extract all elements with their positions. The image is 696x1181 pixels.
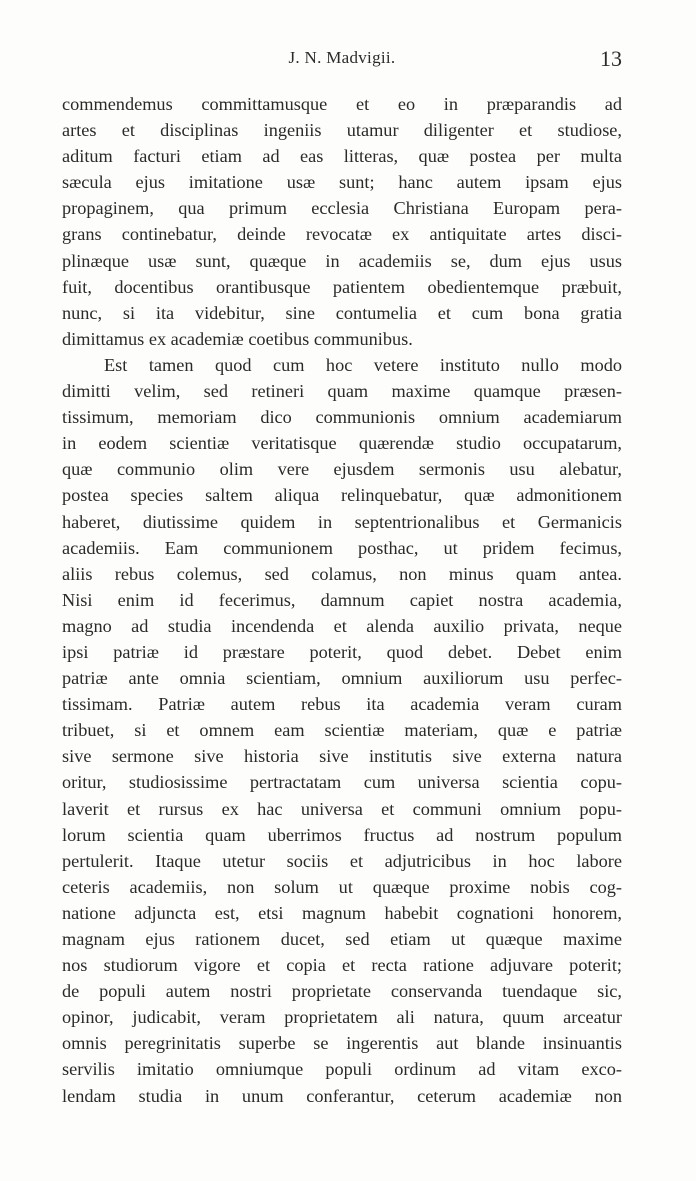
text-line: magnam ejus rationem ducet, sed etiam ut quæque maxime bbox=[62, 929, 622, 949]
text-line: nunc, si ita videbitur, sine contumelia et cum bona gratia bbox=[62, 302, 622, 323]
text-line: pertulerit. Itaque utetur sociis et adjutricibus in hoc labore bbox=[62, 850, 622, 871]
text-line: dimitti velim, sed retineri quam maxime quamque præsen- bbox=[62, 381, 622, 402]
text-line: tissimum, memoriam dico communionis omnium academiarum bbox=[62, 407, 622, 428]
text-line: quæ communio olim vere ejusdem sermonis usu alebatur, bbox=[62, 459, 622, 480]
text-line: aditum facturi etiam ad eas litteras, quæ postea per multa bbox=[62, 146, 622, 167]
text-line: in eodem scientiæ veritatisque quærendæ studio occupatarum, bbox=[62, 433, 622, 454]
text-line: Nisi enim id fecerimus, damnum capiet nostra academia, bbox=[62, 589, 622, 610]
text-line: sive sermone sive historia sive institutis sive externa natura bbox=[62, 746, 622, 767]
text-line: servilis imitatio omniumque populi ordinum ad vitam exco- bbox=[62, 1059, 622, 1080]
running-head bbox=[62, 48, 622, 76]
body-text bbox=[62, 91, 622, 1109]
text-line: lendam studia in unum conferantur, ceterum academiæ non bbox=[62, 1085, 622, 1106]
text-line: artes et disciplinas ingeniis utamur diligenter et studiose, bbox=[62, 120, 622, 141]
text-line: laverit et rursus ex hac universa et communi omnium popu- bbox=[62, 798, 622, 819]
text-line: commendemus committamusque et eo in præparandis ad bbox=[62, 94, 622, 114]
text-line: plinæque usæ sunt, quæque in academiis se, dum ejus usus bbox=[62, 250, 622, 271]
text-line: lorum scientia quam uberrimos fructus ad nostrum populum bbox=[62, 824, 622, 845]
text-line: natione adjuncta est, etsi magnum habebit cognationi honorem, bbox=[62, 902, 622, 923]
text-line: dimittamus ex academiæ coetibus communibus. bbox=[62, 328, 413, 349]
text-line: fuit, docentibus orantibusque patientem obedientemque præbuit, bbox=[62, 276, 622, 297]
text-line: tissimam. Patriæ autem rebus ita academia veram curam bbox=[62, 694, 622, 715]
text-line: Est tamen quod cum hoc vetere instituto nullo modo bbox=[104, 354, 622, 375]
text-line: magno ad studia incendenda et alenda auxilio privata, neque bbox=[62, 615, 622, 636]
text-line: propaginem, qua primum ecclesia Christiana Europam pera- bbox=[62, 198, 622, 219]
text-line: sæcula ejus imitatione usæ sunt; hanc autem ipsam ejus bbox=[62, 172, 622, 193]
text-line: ipsi patriæ id præstare poterit, quod debet. Debet enim bbox=[62, 641, 622, 662]
text-line: patriæ ante omnia scientiam, omnium auxiliorum usu perfec- bbox=[62, 668, 622, 689]
text-line: grans continebatur, deinde revocatæ ex antiquitate artes disci- bbox=[62, 224, 622, 245]
text-line: tribuet, si et omnem eam scientiæ materiam, quæ e patriæ bbox=[62, 720, 622, 741]
text-line: aliis rebus colemus, sed colamus, non minus quam antea. bbox=[62, 563, 622, 584]
text-line: oritur, studiosissime pertractatam cum universa scientia copu- bbox=[62, 772, 622, 793]
text-line: ceteris academiis, non solum ut quæque proxime nobis cog- bbox=[62, 876, 622, 897]
text-line: opinor, judicabit, veram proprietatem ali natura, quum arceatur bbox=[62, 1007, 622, 1028]
text-line: omnis peregrinitatis superbe se ingerentis aut blande insinuantis bbox=[62, 1033, 622, 1054]
text-line: academiis. Eam communionem posthac, ut pridem fecimus, bbox=[62, 537, 622, 558]
text-line: haberet, diutissime quidem in septentrionalibus et Germanicis bbox=[62, 511, 622, 532]
header-title: J. N. Madvigii. bbox=[288, 48, 396, 67]
text-line: nos studiorum vigore et copia et recta ratione adjuvare poterit; bbox=[62, 955, 622, 976]
page-number: 13 bbox=[600, 46, 622, 71]
text-line: postea species saltem aliqua relinquebatur, quæ admonitionem bbox=[62, 485, 622, 506]
text-line: de populi autem nostri proprietate conservanda tuendaque sic, bbox=[62, 981, 622, 1002]
